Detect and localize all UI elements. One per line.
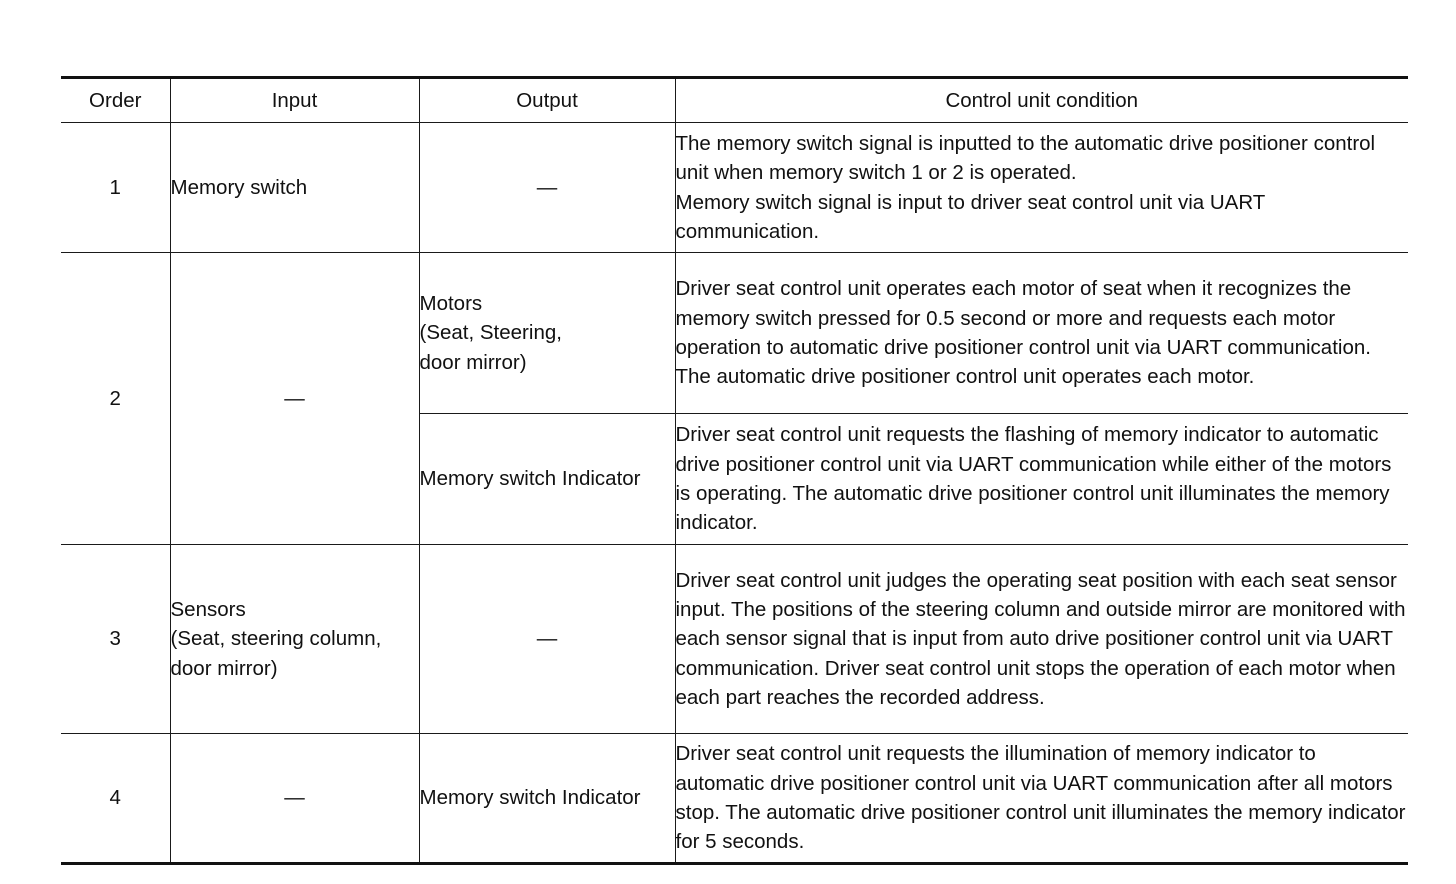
control-sequence-table (61, 76, 1408, 865)
table-row (61, 545, 1408, 734)
table-row (61, 734, 1408, 864)
table-row (61, 123, 1408, 253)
condition-cell: Driver seat control unit requests the illumination of memory indicator to automatic drive positioner control unit via UART communication after all motors stop. The automatic drive positioner control unit illuminates the memory indicator for 5 seconds. (675, 734, 1408, 864)
condition-cell (675, 123, 1408, 253)
condition-cell: Driver seat control unit judges the operating seat position with each seat sensor input. The positions of the steering column and outside mirror are monitored with each sensor signal that is input from auto drive positioner control unit via UART communication. Driver seat control unit stops the operation of each motor when each part reaches the recorded address. (675, 545, 1408, 734)
order-cell: 1 (61, 123, 170, 253)
output-text: door mirror) (419, 350, 527, 374)
table-row (61, 253, 1408, 414)
column-header-order: Order (61, 78, 170, 123)
output-text: Motors (419, 292, 483, 316)
order-cell: 2 (61, 253, 170, 545)
column-header-output: Output (419, 78, 675, 123)
column-header-condition: Control unit condition (675, 78, 1408, 123)
output-cell: — (419, 123, 675, 253)
output-cell (419, 253, 675, 414)
table-header-row (61, 78, 1408, 123)
output-text: (Seat, Steering, (419, 321, 562, 345)
condition-cell: Driver seat control unit operates each motor of seat when it recognizes the memory switch pressed for 0.5 second or more and requests each motor operation to automatic drive positioner control unit via UART communication. The automatic drive positioner control unit operates each motor. (675, 253, 1408, 414)
input-cell: Memory switch (170, 123, 419, 253)
order-cell: 3 (61, 545, 170, 734)
input-cell: — (170, 734, 419, 864)
input-cell: — (170, 253, 419, 545)
column-header-input: Input (170, 78, 419, 123)
condition-cell: Driver seat control unit requests the flashing of memory indicator to automatic drive positioner control unit via UART communication while either of the motors is operating. The automatic drive positioner control unit illuminates the memory indicator. (675, 414, 1408, 545)
output-cell: Memory switch Indicator (419, 734, 675, 864)
output-cell: — (419, 545, 675, 734)
input-cell (170, 545, 419, 734)
input-text: Sensors (170, 598, 246, 622)
output-cell: Memory switch Indicator (419, 414, 675, 545)
input-text: (Seat, steering column, door mirror) (170, 627, 382, 680)
order-cell: 4 (61, 734, 170, 864)
condition-text: The memory switch signal is inputted to the automatic drive positioner control unit when memory switch 1 or 2 is operated. (675, 131, 1376, 185)
condition-text: Memory switch signal is input to driver seat control unit via UART communication. (675, 190, 1265, 243)
